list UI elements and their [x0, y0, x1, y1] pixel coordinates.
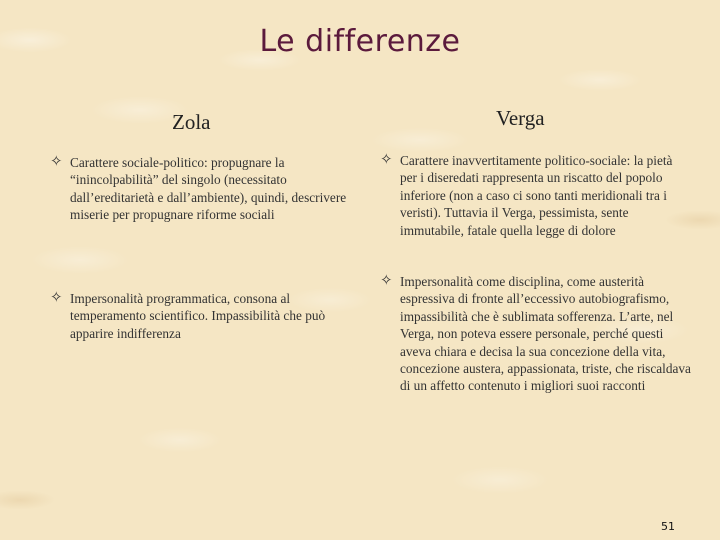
page-number: 51 [661, 520, 675, 533]
bullet-text: Carattere sociale-politico: propugnare la “inincolpabilità” del singolo (necessitato dall’ereditarietà e dall’ambiente), quindi, descrivere miserie per propugnare riforme sociali [70, 155, 347, 223]
four-point-star-icon: ✧ [380, 273, 393, 289]
bullet-text: Impersonalità programmatica, consona al temperamento scientifico. Impassibilità che può apparire indifferenza [70, 291, 326, 341]
verga-bullet-1 [380, 152, 685, 239]
four-point-star-icon: ✧ [380, 152, 393, 168]
bullet-text: Carattere inavvertitamente politico-sociale: la pietà per i diseredati rappresenta un riscatto del popolo inferiore (non a caso ci sono tanti meridionali tra i veristi). Tuttavia il Verga, pessimista, sente immutabile, fatale quella legge di dolore [400, 153, 673, 238]
column-heading-verga: Verga [496, 106, 545, 130]
zola-bullet-1 [50, 154, 355, 224]
bullet-text: Impersonalità come disciplina, come austerità espressiva di fronte all’eccessivo autobiografismo, impassibilità che è sublimata sofferenza. L’arte, nel Verga, non poteva essere personale, perché questi aveva chiara e decisa la sua concezione della vita, concezione austera, appassionata, triste, che riscaldava di un affetto contenuto i migliori suoi racconti [400, 274, 691, 394]
slide-title: Le differenze [259, 24, 461, 59]
zola-bullet-2 [50, 290, 355, 342]
four-point-star-icon: ✧ [50, 290, 63, 306]
verga-bullet-2 [380, 273, 696, 395]
column-heading-zola: Zola [172, 110, 211, 134]
four-point-star-icon: ✧ [50, 154, 63, 170]
